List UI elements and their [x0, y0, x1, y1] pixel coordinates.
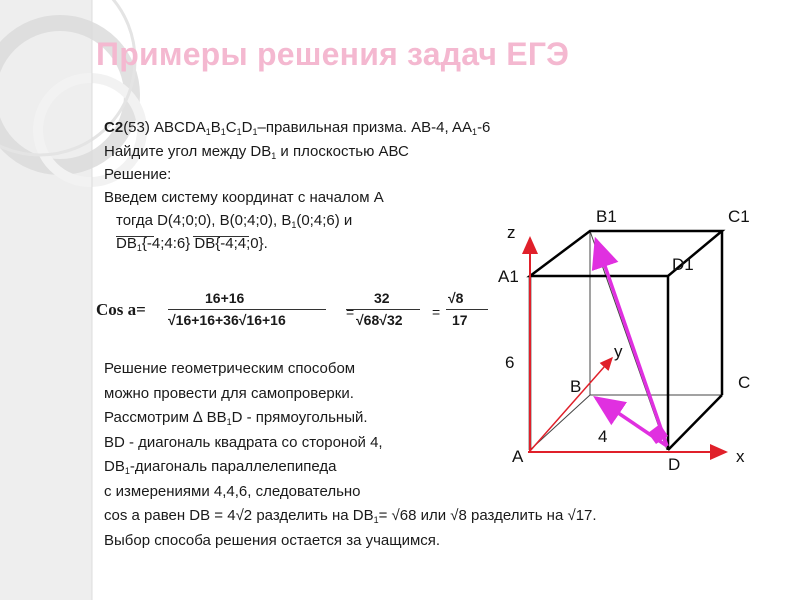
fraction-2-bar	[346, 309, 420, 310]
solution-line-2: можно провести для самопроверки.	[104, 385, 354, 402]
problem-code: С2	[104, 119, 124, 136]
solution-line-7: cos a равен DB = 4√2 разделить на $DB_1= √68$ или √8 разделить на √17.	[104, 507, 597, 525]
label-d1: D1	[672, 255, 694, 274]
label-x: x	[736, 447, 745, 466]
problem-line-6: $DB_1\{-4;4:6\}$ DB{-4;4;0}.	[116, 235, 268, 253]
vector-bar-db	[193, 236, 249, 237]
fraction-1-denominator: √16+16+36√16+16	[168, 312, 286, 328]
equals-2: =	[432, 304, 441, 320]
label-z: z	[507, 223, 516, 242]
label-b: B	[570, 377, 582, 396]
problem-line-5: тогда D(4;0;0), B(0;4;0), $B_1(0;4;6)$ и	[116, 212, 353, 230]
label-four: 4	[598, 427, 608, 446]
vector-bar-db1	[116, 236, 154, 237]
label-d: D	[668, 455, 681, 474]
prism-figure	[490, 200, 790, 490]
vector-db1	[596, 240, 667, 446]
label-six: 6	[505, 353, 515, 372]
solution-line-5: $DB_1$-диагональ параллелепипеда	[104, 458, 337, 476]
solution-line-8: Выбор способа решения остается за учащимся.	[104, 532, 441, 549]
label-c1: C1	[728, 207, 750, 226]
cos-label: Cos a=	[96, 300, 146, 319]
problem-line-1: С2(53) $ABCDA_1B_1C_1D_1$–правильная призма. AB-4, $AA_1-6$	[104, 119, 491, 137]
problem-line-2: Найдите угол между $DB_1$ и плоскостью АВС	[104, 143, 409, 161]
fraction-3-numerator: √8	[448, 290, 464, 306]
solution-line-3: Рассмотрим ∆ $BB_1D$ - прямоугольный.	[104, 409, 368, 427]
equals-1: =	[346, 304, 355, 320]
problem-line-3: Решение:	[104, 166, 172, 183]
solution-line-4: BD - диагональ квадрата со стороной 4,	[104, 434, 383, 451]
fraction-1-bar	[168, 309, 326, 310]
fraction-3-bar	[446, 309, 488, 310]
edge-dc	[668, 395, 722, 450]
slide-title: Примеры решения задач ЕГЭ	[96, 36, 570, 72]
solution-line-1: Решение геометрическим способом	[104, 360, 356, 377]
fraction-2-numerator: 32	[374, 290, 390, 306]
label-c: C	[738, 373, 751, 392]
label-y: y	[614, 342, 623, 361]
fraction-2-denominator: √68√32	[356, 312, 403, 328]
problem-line-4: Введем систему координат с началом А	[104, 189, 384, 206]
label-b1: B1	[596, 207, 617, 226]
fraction-3-denominator: 17	[452, 312, 468, 328]
solution-line-6: с измерениями 4,4,6, следовательно	[104, 483, 361, 500]
label-a1: A1	[498, 267, 519, 286]
label-a: A	[512, 447, 524, 466]
fraction-1-numerator: 16+16	[205, 290, 245, 306]
